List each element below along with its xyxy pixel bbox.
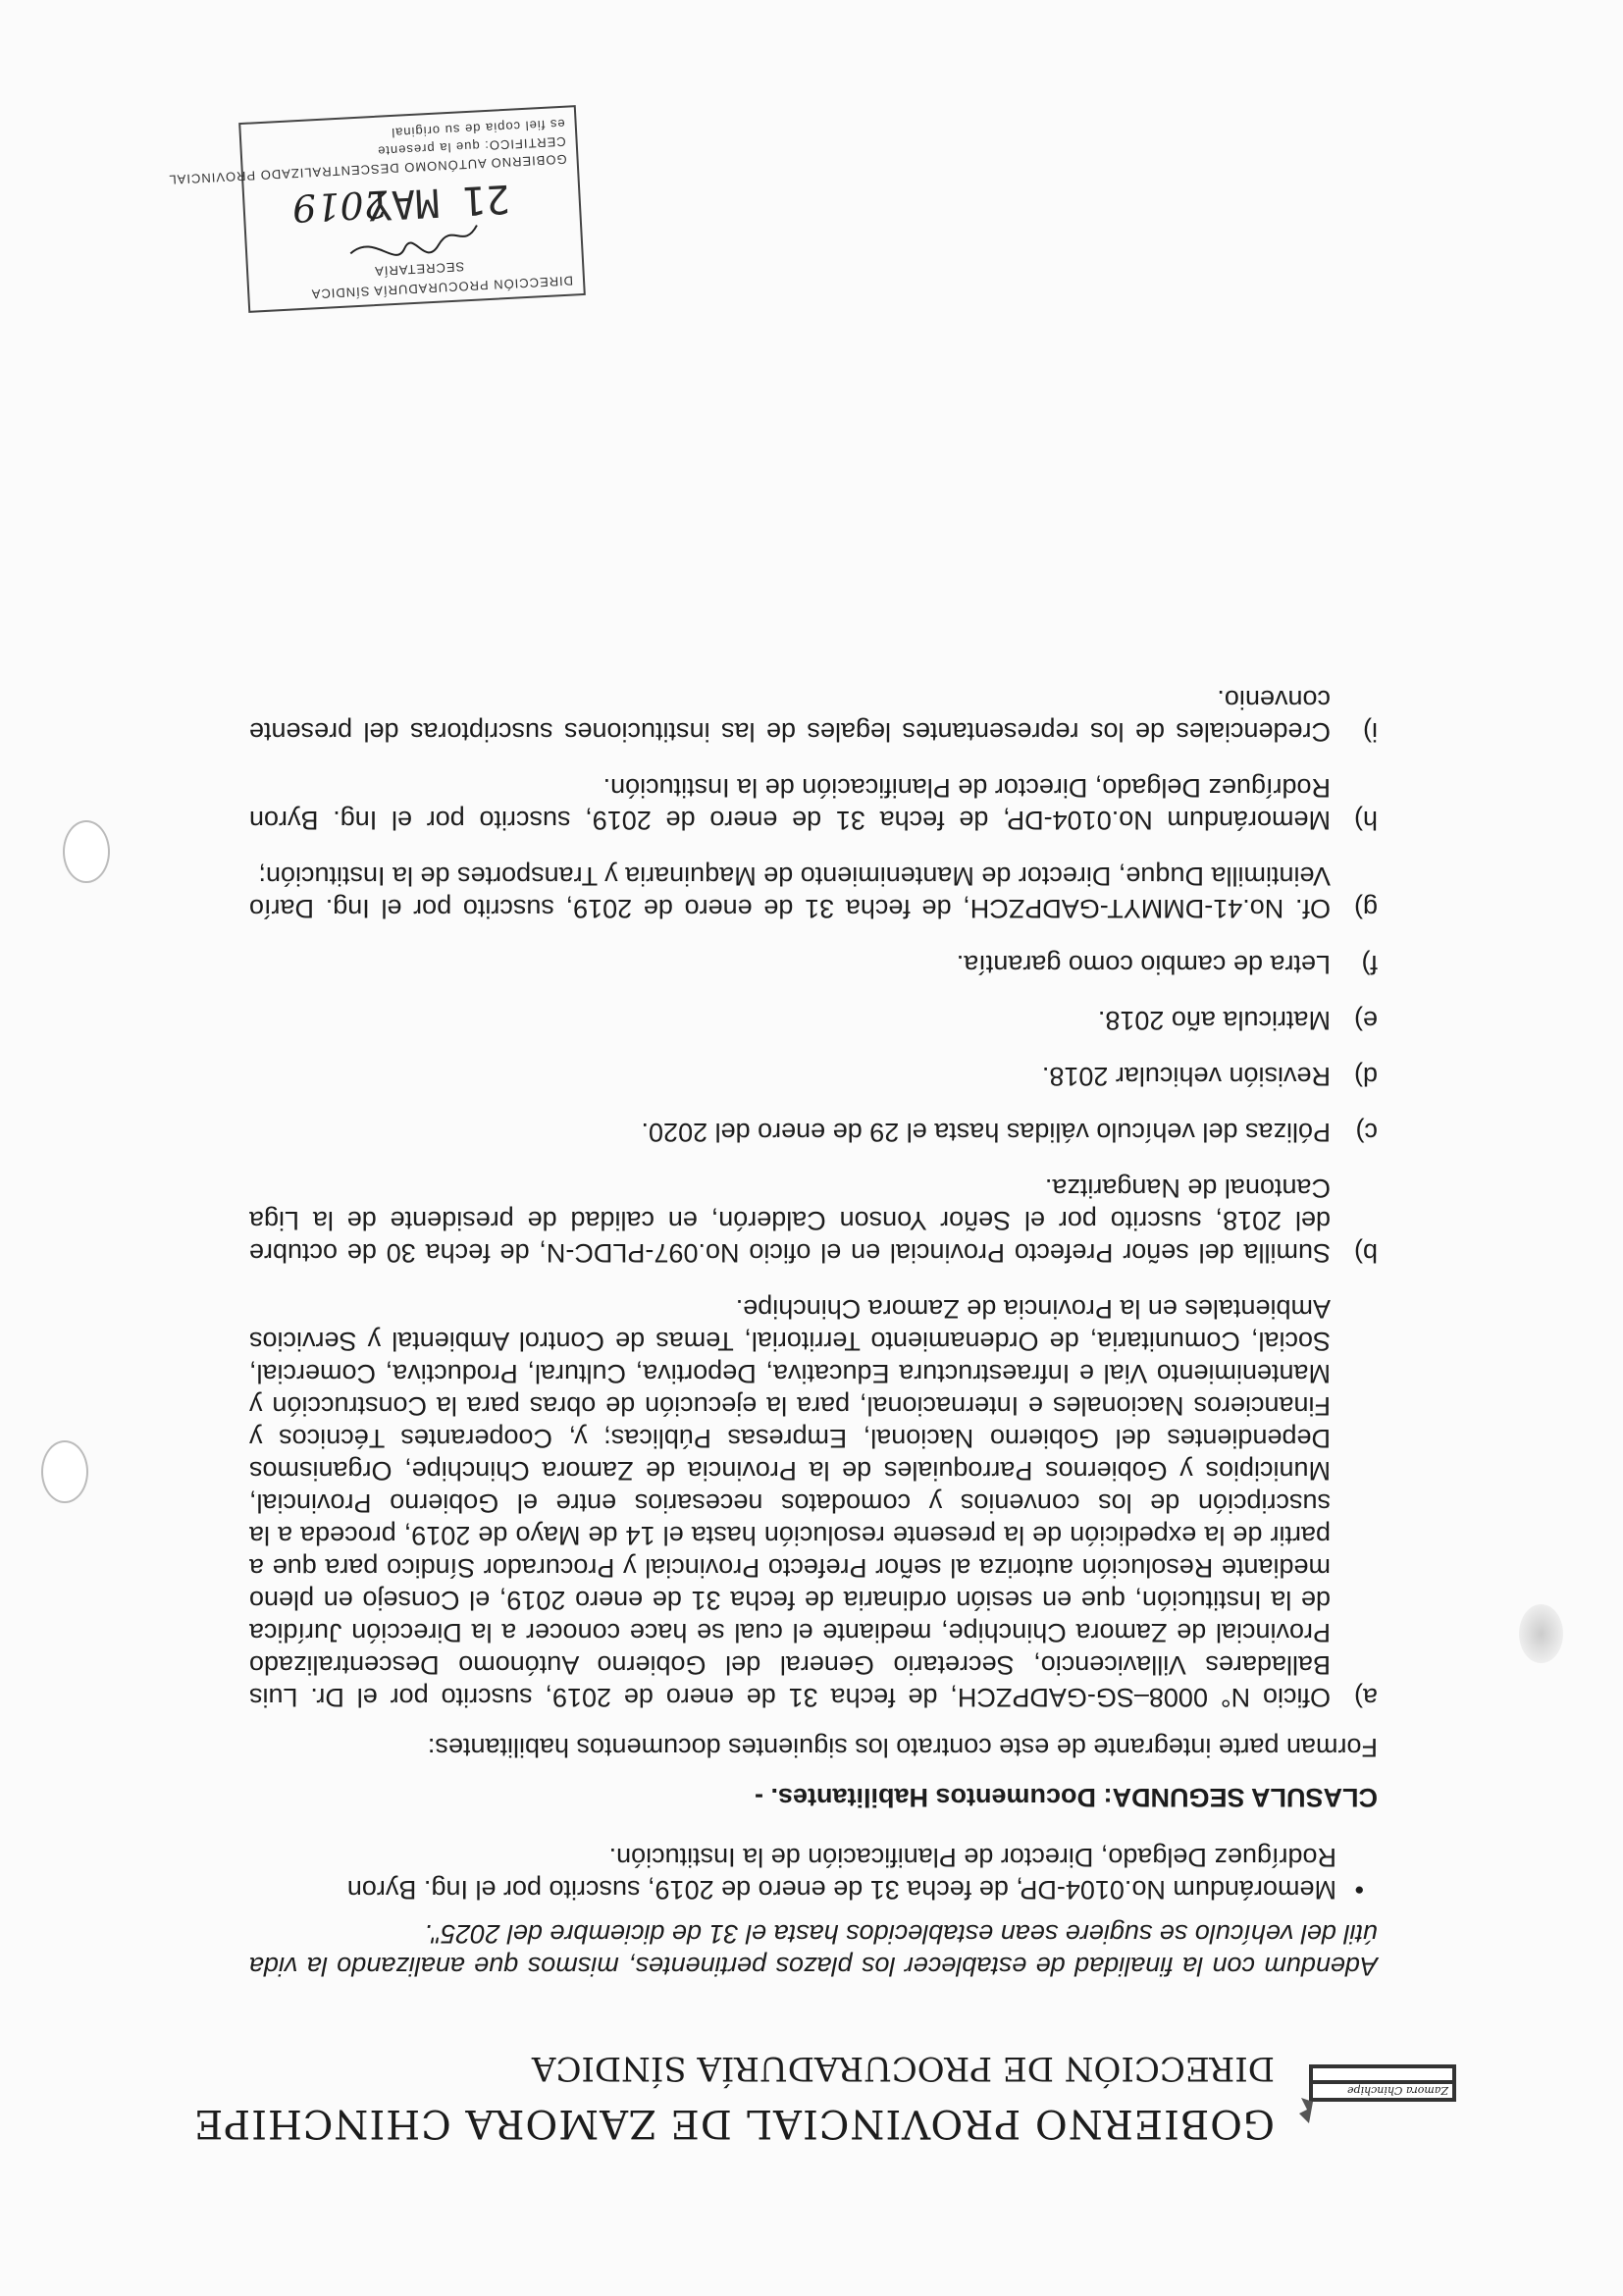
- item-text: Matricula año 2018.: [1097, 1006, 1331, 1035]
- italic-quote: Adendum con la finalidad de establecer los plazos pertinentes, mismos que analizando la vida útil del vehículo se sugiere sean establecidos hasta el 31 de diciembre del 2025".: [249, 1919, 1378, 1981]
- stamp-line: CERTIFICO: que la presente: [376, 133, 567, 159]
- department-name: DIRECCIÓN DE PROCURADURÍA SÍNDICA: [531, 2049, 1275, 2088]
- list-item: [249, 948, 1378, 980]
- list-item: [249, 1292, 1378, 1713]
- document-body: [193, 659, 1448, 2146]
- list-item: [249, 1060, 1378, 1092]
- stamp-line: DIRECCIÓN PROCURADURÍA SÍNDICA: [310, 273, 574, 302]
- item-text: Memorándum No.0104-DP, de fecha 31 de enero de 2019, suscrito por el Ing. Byron Rodríguez Delgado, Director de Planificación de la Institución.: [249, 773, 1331, 835]
- item-marker: f): [1361, 950, 1378, 979]
- clause-title: CLASULA SEGUNDA: Documentos Habilitantes. -: [754, 1783, 1378, 1812]
- item-marker: g): [1353, 894, 1378, 923]
- enabling-documents-list: [249, 683, 1378, 1713]
- punch-hole: [63, 820, 110, 883]
- item-marker: c): [1355, 1118, 1378, 1147]
- coat-of-arms-logo-icon: [1294, 2062, 1456, 2131]
- list-item: [249, 1004, 1378, 1036]
- item-text: Revisión vehicular 2018.: [1041, 1062, 1331, 1091]
- stamp-line: GOBIERNO AUTÓNOMO DESCENTRALIZADO PROVINCIAL: [168, 151, 567, 187]
- punch-hole: [41, 1440, 88, 1503]
- item-text: Of. No.41-DMMYT-GADPZCH, de fecha 31 de enero de 2019, suscrito por el Ing. Darío Veintimilla Duque, Director de Mantenimiento de Maquinaria y Transportes de la Institución;: [249, 861, 1331, 923]
- item-text: Oficio N° 0008–SG-GADPZCH, de fecha 31 de enero de 2019, suscrito por el Dr. Luis Balladares Villavicencio, Secretario General del Gobierno Autónomo Descentralizado Provincial de Zamora Chinchipe, mediante el cual se hace conocer a la Dirección Jurídica de la Institución, que en sesión ordinaria de fecha 31 de enero 2019, el Consejo en pleno mediante Resolución autoriza al señor Prefecto Provincial y Procurador Síndico para que a partir de la expedición de la presente resolución hasta el 14 de Mayo de 2019, proceda a la suscripción de los convenios y comodatos necesarios entre el Gobierno Provincial, Municipios y Gobiernos Parroquiales de la Provincia de Zamora Chinchipe, Organismos Dependientes del Gobierno Nacional, Empresas Públicas; y, Cooperantes Técnicos y Financieros Nacionales e Internacional, para la ejecución de obras para la Construcción y Mantenimiento Vial e Infraestructura Educativa, Deportiva, Cultural, Productiva, Comercial, Social, Comunitaria, de Ordenamiento Territorial, Temas de Control Ambiental y Servicios Ambientales en la Provincia de Zamora Chinchipe.: [249, 1294, 1331, 1712]
- list-item: [249, 771, 1378, 836]
- item-text: Sumilla del señor Prefecto Provincial en el oficio No.097-PLDC-N, de fecha 30 de octubre del 2018, suscrito por el Señor Yonson Calderón, en calidad de presidente de la Liga Cantonal de Nangaritza.: [249, 1174, 1331, 1268]
- item-marker: b): [1353, 1238, 1378, 1268]
- list-item: [249, 1116, 1378, 1148]
- certification-stamp: [168, 105, 586, 313]
- stamp-year: 2019: [290, 182, 389, 231]
- item-text: Letra de cambio como garantía.: [956, 950, 1331, 979]
- stamp-line: es fiel copia de su original: [390, 116, 566, 141]
- item-marker: d): [1353, 1062, 1378, 1091]
- svg-text:Zamora Chinchipe: Zamora Chinchipe: [1347, 2084, 1448, 2097]
- list-item: [249, 683, 1378, 748]
- item-text: Pólizas del vehículo válidas hasta el 29 de enero del 2020.: [641, 1118, 1331, 1147]
- item-marker: e): [1353, 1006, 1378, 1035]
- stamp-line: SECRETARÍA: [373, 259, 465, 280]
- stamp-date: 21 MAY: [367, 175, 511, 229]
- list-item: [249, 1172, 1378, 1269]
- item-marker: i): [1363, 717, 1378, 747]
- letterhead: [193, 2021, 1456, 2146]
- bullet-item: • Memorándum No.0104-DP, de fecha 31 de enero de 2019, suscrito por el Ing. Byron Rodríguez Delgado, Director de Planificación de la Institución.: [249, 1841, 1356, 1905]
- item-marker: a): [1353, 1683, 1378, 1712]
- institution-name: GOBIERNO PROVINCIAL DE ZAMORA CHINCHIPE: [193, 2101, 1275, 2146]
- list-item: [249, 860, 1378, 924]
- item-marker: h): [1353, 806, 1378, 835]
- bullet-list: [249, 1841, 1378, 1905]
- item-text: Credenciales de los representantes legales de las instituciones suscriptoras del presente convenio.: [249, 685, 1331, 747]
- scan-smudge: [1519, 1604, 1563, 1663]
- clause-intro: Forman parte integrante de este contrato los siguientes documentos habilitantes:: [427, 1733, 1378, 1762]
